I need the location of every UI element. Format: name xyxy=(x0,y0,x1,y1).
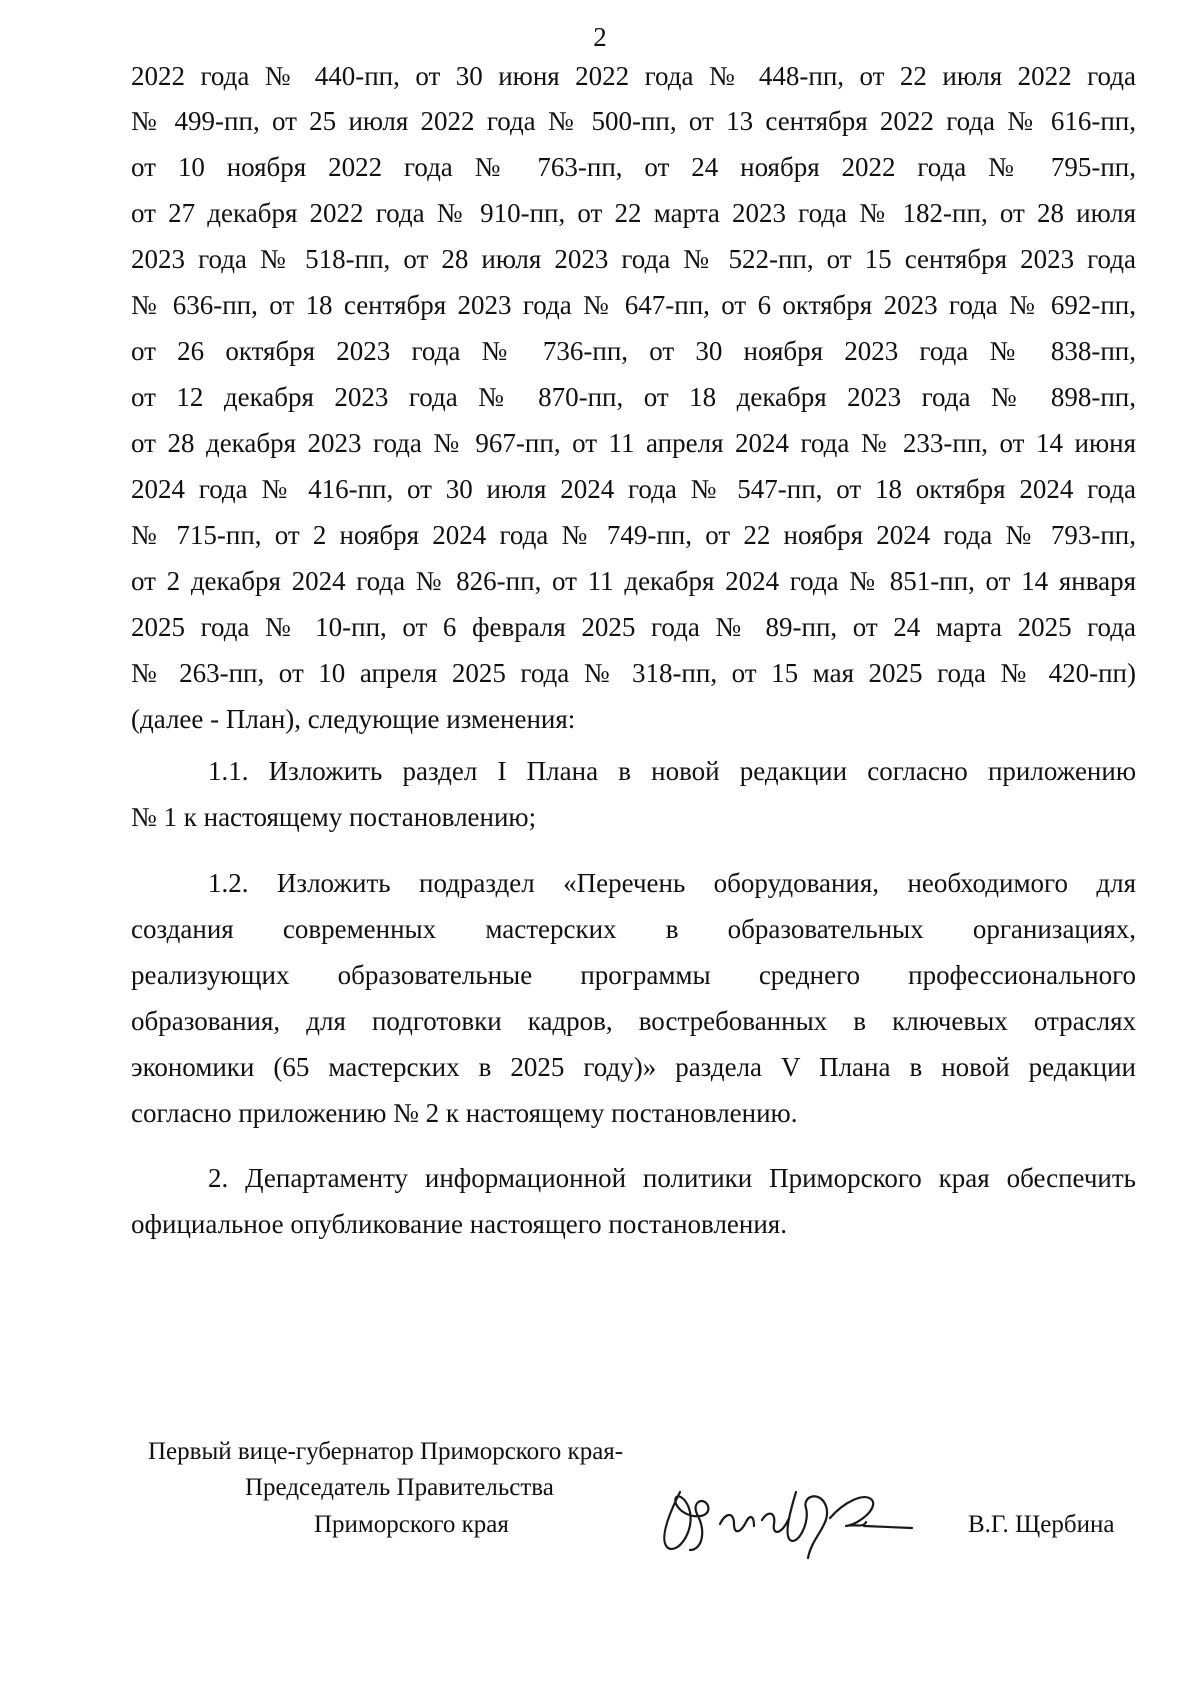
item-1-2-line: 1.2. Изложить подраздел «Перечень оборудования, необходимого для xyxy=(208,868,1136,898)
paragraph-line: от 2 декабря 2024 года № 826-пп, от 11 декабря 2024 года № 851-пп, от 14 января xyxy=(131,566,1136,596)
paragraph-line: (далее - План), следующие изменения: xyxy=(131,704,576,734)
paragraph-line: 2025 года № 10-пп, от 6 февраля 2025 года № 89-пп, от 24 марта 2025 года xyxy=(131,612,1136,642)
page-number: 2 xyxy=(593,22,607,52)
paragraph-line: от 10 ноября 2022 года № 763-пп, от 24 ноября 2022 года № 795-пп, xyxy=(131,152,1136,182)
paragraph-line: № 636-пп, от 18 сентября 2023 года № 647-пп, от 6 октября 2023 года № 692-пп, xyxy=(131,290,1136,320)
paragraph-line: от 12 декабря 2023 года № 870-пп, от 18 декабря 2023 года № 898-пп, xyxy=(131,382,1136,412)
signatory-title-line3: Приморского края xyxy=(314,1511,509,1538)
paragraph-line: от 26 октября 2023 года № 736-пп, от 30 ноября 2023 года № 838-пп, xyxy=(131,336,1136,366)
item-2-line: 2. Департаменту информационной политики Приморского края обеспечить xyxy=(208,1163,1136,1193)
signatory-name: В.Г. Щербина xyxy=(968,1511,1115,1538)
handwritten-signature xyxy=(650,1462,920,1572)
signatory-title-line2: Председатель Правительства xyxy=(245,1474,554,1501)
item-1-2-line: создания современных мастерских в образовательных организациях, xyxy=(131,914,1136,944)
paragraph-line: 2023 года № 518-пп, от 28 июля 2023 года № 522-пп, от 15 сентября 2023 года xyxy=(131,244,1136,274)
item-1-2-line: согласно приложению № 2 к настоящему постановлению. xyxy=(131,1098,798,1128)
paragraph-line: № 715-пп, от 2 ноября 2024 года № 749-пп, от 22 ноября 2024 года № 793-пп, xyxy=(131,520,1136,550)
item-2-line: официальное опубликование настоящего постановления. xyxy=(131,1209,787,1239)
item-1-1-line: 1.1. Изложить раздел I Плана в новой редакции согласно приложению xyxy=(208,756,1136,786)
item-1-1-line: № 1 к настоящему постановлению; xyxy=(131,802,537,832)
item-1-2-line: образования, для подготовки кадров, востребованных в ключевых отраслях xyxy=(131,1006,1136,1036)
signatory-title-line1: Первый вице-губернатор Приморского края- xyxy=(148,1438,624,1465)
paragraph-line: от 28 декабря 2023 года № 967-пп, от 11 апреля 2024 года № 233-пп, от 14 июня xyxy=(131,428,1136,458)
paragraph-line: 2022 года № 440-пп, от 30 июня 2022 года № 448-пп, от 22 июля 2022 года xyxy=(131,61,1136,91)
item-1-2-line: реализующих образовательные программы среднего профессионального xyxy=(131,960,1136,990)
paragraph-line: № 263-пп, от 10 апреля 2025 года № 318-пп, от 15 мая 2025 года № 420-пп) xyxy=(131,658,1136,688)
paragraph-line: № 499-пп, от 25 июля 2022 года № 500-пп, от 13 сентября 2022 года № 616-пп, xyxy=(131,106,1136,136)
paragraph-line: от 27 декабря 2022 года № 910-пп, от 22 марта 2023 года № 182-пп, от 28 июля xyxy=(131,198,1136,228)
item-1-2-line: экономики (65 мастерских в 2025 году)» раздела V Плана в новой редакции xyxy=(131,1052,1136,1082)
paragraph-line: 2024 года № 416-пп, от 30 июля 2024 года № 547-пп, от 18 октября 2024 года xyxy=(131,474,1136,504)
